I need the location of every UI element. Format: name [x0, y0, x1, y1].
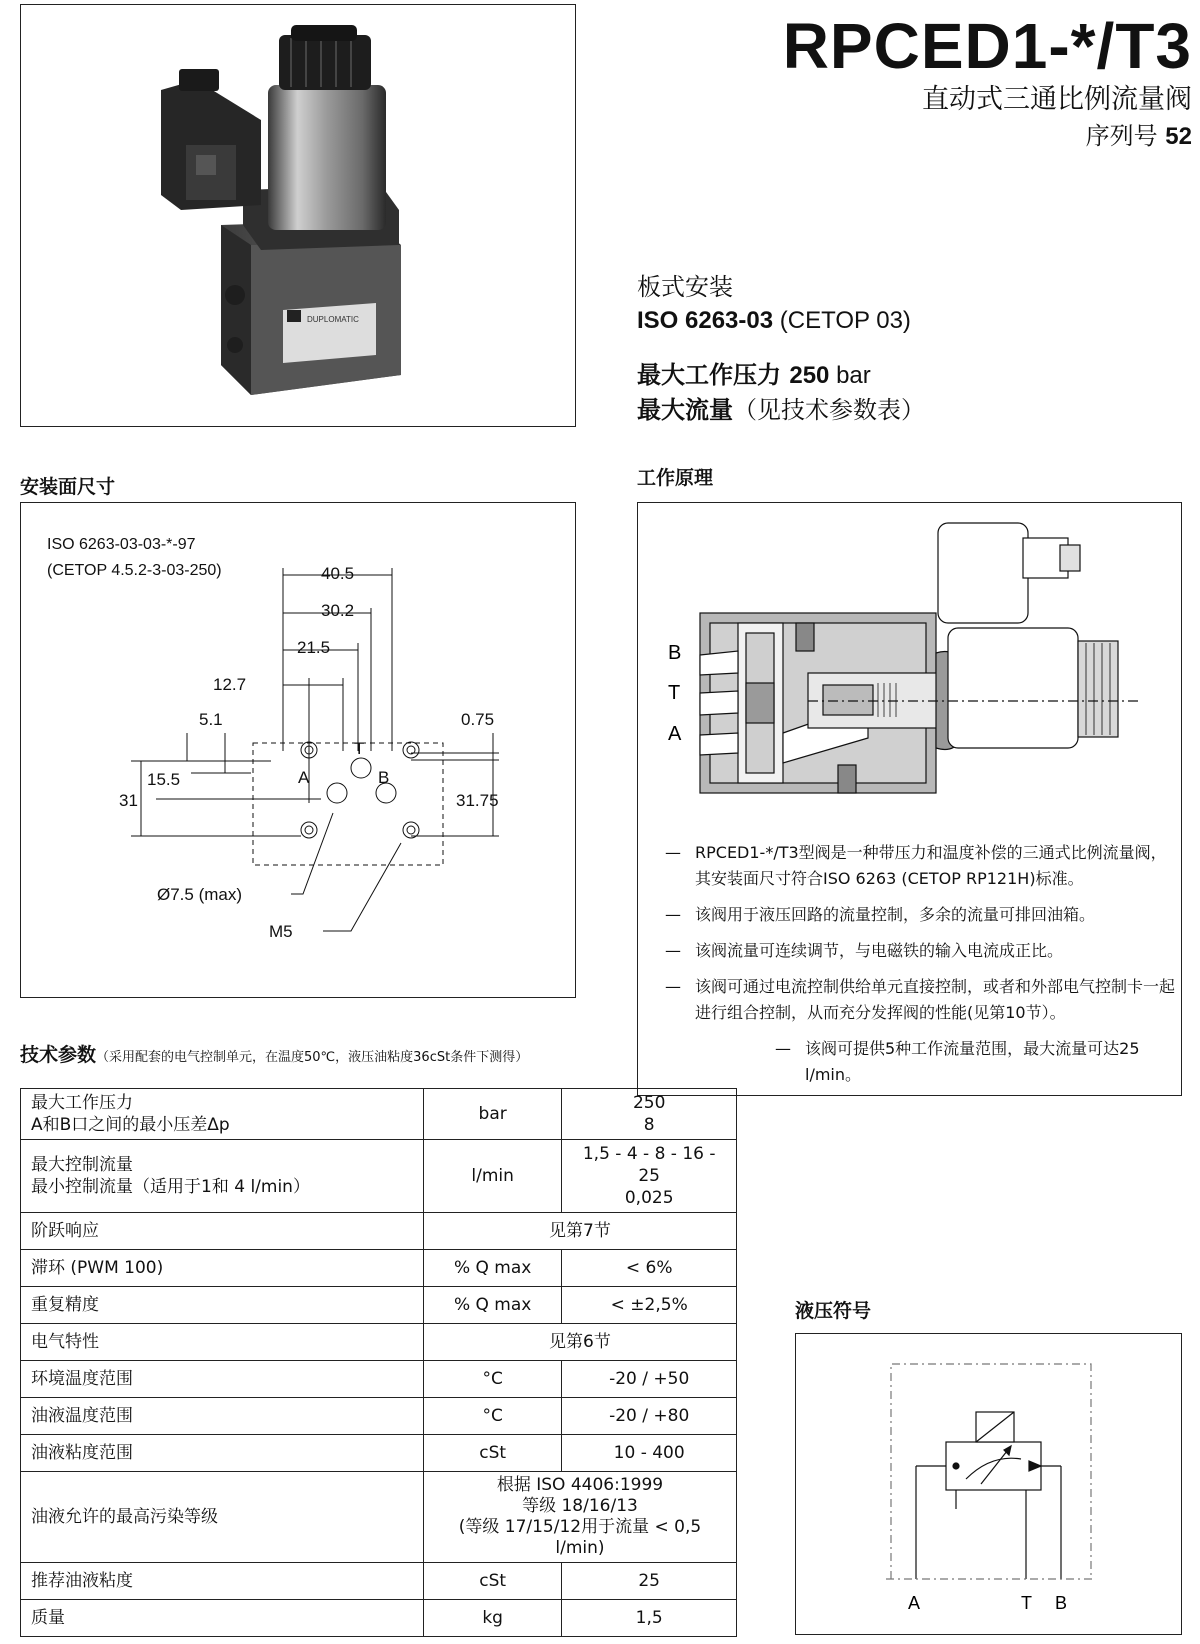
- hydraulic-symbol-box: [795, 1333, 1182, 1635]
- max-pressure-unit: bar: [829, 362, 871, 389]
- iso-standard: ISO 6263-03: [637, 307, 774, 334]
- value-cell: < ±2,5%: [562, 1287, 737, 1324]
- table-row: [21, 1435, 737, 1472]
- value-cell: 250 8: [562, 1089, 737, 1140]
- principle-heading: 工作原理: [637, 467, 714, 489]
- section-drawing: [638, 503, 1180, 833]
- value-cell: 10 - 400: [562, 1435, 737, 1472]
- dim-5-1: 5.1: [199, 710, 223, 729]
- series-value: 52: [1165, 123, 1192, 150]
- principle-bullet-1: — RPCED1-*/T3型阀是一种带压力和温度补偿的三通式比例流量阀，其安装面尺寸符合ISO 6263 (CETOP RP121H)标准。: [665, 843, 1167, 888]
- principle-bullet-2: — 该阀用于液压回路的流量控制，多余的流量可排回油箱。: [665, 905, 1096, 924]
- interface-drawing: [21, 503, 574, 996]
- interface-drawing-box: [20, 502, 576, 998]
- param-cell: 重复精度: [21, 1287, 424, 1324]
- unit-cell: bar: [423, 1089, 561, 1140]
- product-subtitle: 直动式三通比例流量阀: [922, 84, 1192, 115]
- param-cell: 最大控制流量 最小控制流量（适用于1和 4 l/min）: [21, 1140, 424, 1213]
- dim-hole-diameter: Ø7.5 (max): [157, 885, 243, 904]
- max-pressure: [637, 358, 925, 393]
- unit-cell: °C: [423, 1361, 561, 1398]
- value-cell: 见第7节: [423, 1213, 736, 1250]
- dim-thread-m5: M5: [269, 922, 293, 941]
- interface-standard-1: ISO 6263-03-03-*-97: [47, 536, 196, 553]
- table-row: [21, 1140, 737, 1213]
- mounting-type: 板式安装: [637, 273, 733, 301]
- param-cell: 油液粘度范围: [21, 1435, 424, 1472]
- table-row: [21, 1563, 737, 1600]
- value-cell: -20 / +50: [562, 1361, 737, 1398]
- section-port-t: T: [668, 682, 681, 704]
- max-pressure-label: 最大工作压力: [637, 361, 790, 389]
- principle-bullet-4: — 该阀可通过电流控制供给单元直接控制，或者和外部电气控制卡一起进行组合控制，从而充分发挥阀的性能(见第10节）。: [665, 977, 1176, 1022]
- port-a-label: A: [298, 768, 310, 787]
- max-flow-note: （见技术参数表）: [733, 396, 925, 424]
- unit-cell: cSt: [423, 1563, 561, 1600]
- series-number: [1086, 120, 1192, 153]
- table-row: [21, 1089, 737, 1140]
- table-row: [21, 1213, 737, 1250]
- dim-31: 31: [119, 791, 138, 810]
- mounting-info: [637, 270, 925, 427]
- product-title: RPCED1-*/T3: [782, 10, 1192, 82]
- principle-bullet-5: — 该阀可提供5种工作流量范围，最大流量可达25 l/min。: [775, 1039, 1140, 1084]
- max-flow-label: 最大流量: [637, 396, 733, 424]
- value-cell: 1,5 - 4 - 8 - 16 - 25 0,025: [562, 1140, 737, 1213]
- brand-plate-text: DUPLOMATIC: [307, 315, 359, 324]
- param-cell: 质量: [21, 1600, 424, 1637]
- unit-cell: cSt: [423, 1435, 561, 1472]
- product-photo: [20, 4, 576, 427]
- table-row: [21, 1398, 737, 1435]
- dim-40-5: 40.5: [321, 564, 355, 583]
- value-cell: 见第6节: [423, 1324, 736, 1361]
- principle-description: [665, 840, 1175, 1098]
- principle-bullet-3: — 该阀流量可连续调节，与电磁铁的输入电流成正比。: [665, 941, 1064, 960]
- param-cell: 最大工作压力 A和B口之间的最小压差Δp: [21, 1089, 424, 1140]
- port-t-label: T: [354, 739, 365, 758]
- table-row: [21, 1324, 737, 1361]
- param-cell: 油液温度范围: [21, 1398, 424, 1435]
- dim-30-2: 30.2: [321, 601, 355, 620]
- param-cell: 环境温度范围: [21, 1361, 424, 1398]
- param-cell: 油液允许的最高污染等级: [21, 1472, 424, 1563]
- table-row: [21, 1250, 737, 1287]
- symbol-heading: 液压符号: [795, 1300, 872, 1322]
- symbol-port-a: A: [908, 1593, 921, 1613]
- table-row: [21, 1472, 737, 1563]
- dim-12-7: 12.7: [213, 675, 247, 694]
- interface-standard-2: (CETOP 4.5.2-3-03-250): [47, 562, 222, 579]
- value-cell: 1,5: [562, 1600, 737, 1637]
- value-cell: 25: [562, 1563, 737, 1600]
- max-pressure-value: 250: [789, 362, 830, 389]
- dim-0-75: 0.75: [461, 710, 495, 729]
- hydraulic-symbol: [796, 1334, 1180, 1633]
- tech-heading-title: 技术参数: [20, 1044, 97, 1066]
- table-row: [21, 1287, 737, 1324]
- cetop-standard: (CETOP 03): [773, 307, 911, 334]
- table-row: [21, 1361, 737, 1398]
- dim-15-5: 15.5: [147, 770, 181, 789]
- dim-31-75: 31.75: [456, 791, 499, 810]
- table-row: [21, 1600, 737, 1637]
- unit-cell: % Q max: [423, 1250, 561, 1287]
- param-cell: 推荐油液粘度: [21, 1563, 424, 1600]
- unit-cell: l/min: [423, 1140, 561, 1213]
- tech-heading: [20, 1040, 528, 1067]
- section-port-a: A: [668, 723, 682, 745]
- mounting-standard: [637, 304, 925, 338]
- param-cell: 滞环 (PWM 100): [21, 1250, 424, 1287]
- unit-cell: kg: [423, 1600, 561, 1637]
- interface-heading: 安装面尺寸: [20, 476, 116, 498]
- unit-cell: °C: [423, 1398, 561, 1435]
- value-cell: 根据 ISO 4406:1999 等级 18/16/13 (等级 17/15/12用于流量 < 0,5 l/min): [423, 1472, 736, 1563]
- tech-specs-table: [20, 1088, 737, 1637]
- symbol-port-t: T: [1021, 1593, 1032, 1613]
- tech-heading-note: （采用配套的电气控制单元，在温度50℃，液压油粘度36cSt条件下测得）: [96, 1050, 529, 1065]
- valve-photo-illustration: [21, 5, 576, 427]
- param-cell: 阶跃响应: [21, 1213, 424, 1250]
- series-label: 序列号: [1085, 122, 1158, 150]
- port-b-label: B: [378, 768, 390, 787]
- value-cell: -20 / +80: [562, 1398, 737, 1435]
- max-flow: [637, 393, 925, 427]
- dim-21-5: 21.5: [297, 638, 331, 657]
- unit-cell: % Q max: [423, 1287, 561, 1324]
- param-cell: 电气特性: [21, 1324, 424, 1361]
- value-cell: < 6%: [562, 1250, 737, 1287]
- symbol-port-b: B: [1055, 1593, 1068, 1613]
- section-port-b: B: [668, 642, 682, 664]
